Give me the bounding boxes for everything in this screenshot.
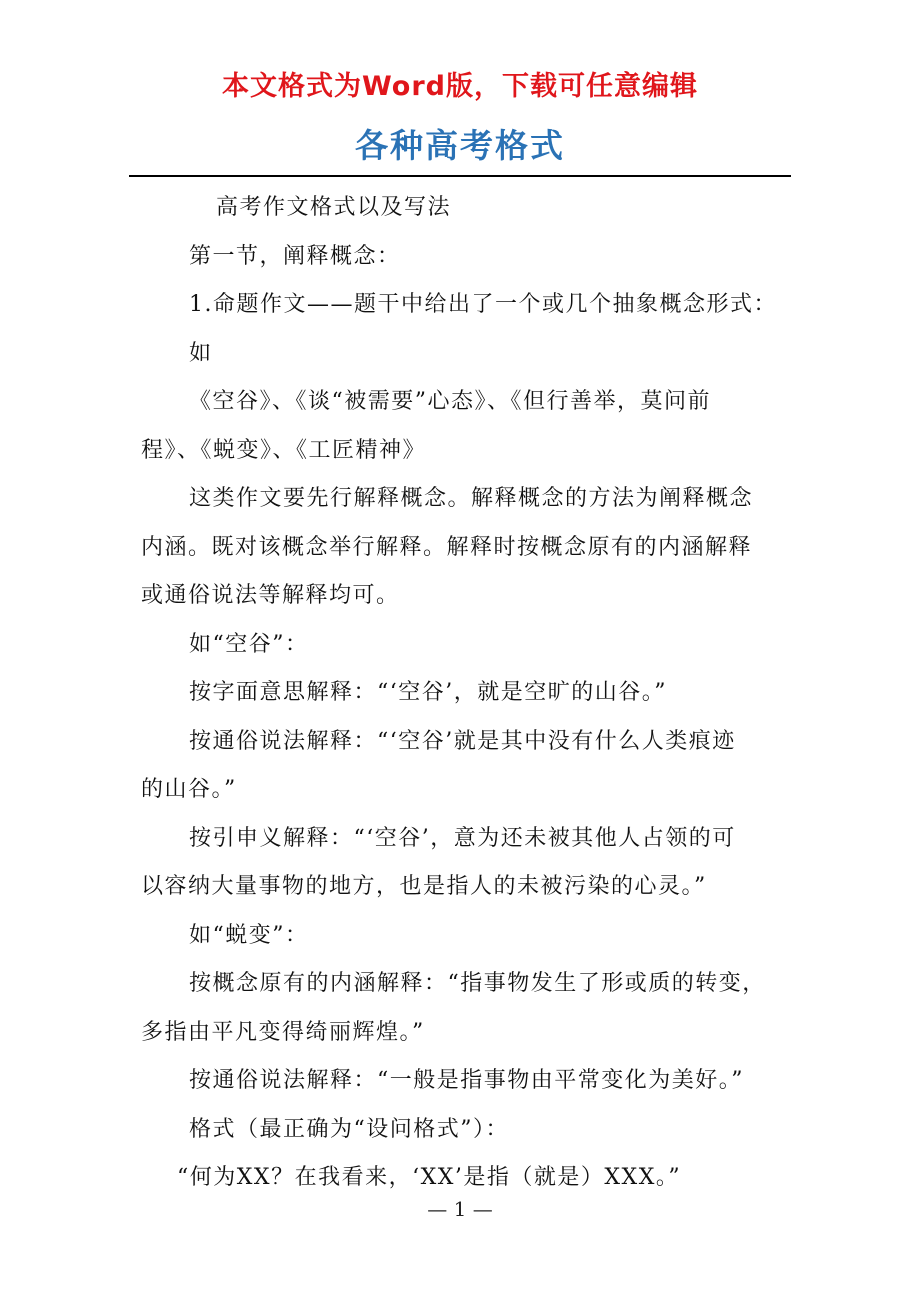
editable-notice-banner: 本文格式为Word版，下载可任意编辑 [221,71,698,102]
paragraph-line: 《空谷》、《谈“被需要”心态》、《但行善举，莫问前 [189,389,711,414]
paragraph-line: 的山谷。” [141,777,237,802]
paragraph-line: 或通俗说法等解释均可。 [141,583,400,608]
paragraph-line: 按通俗说法解释：“‘空谷’就是其中没有什么人类痕迹 [189,728,736,754]
paragraph-line: 按引申义解释：“‘空谷’，意为还未被其他人占领的可 [189,825,736,851]
paragraph-line: 如 [189,340,213,366]
document-title: 各种高考格式 [355,126,565,165]
paragraph-line: 内涵。既对该概念举行解释。解释时按概念原有的内涵解释 [141,534,753,560]
paragraph-line: 如“蜕变”： [189,922,309,948]
paragraph-line: 以容纳大量事物的地方，也是指人的未被污染的心灵。” [141,874,707,899]
paragraph-line: 这类作文要先行解释概念。解释概念的方法为阐释概念 [189,486,754,511]
paragraph-line: 程》、《蜕变》、《工匠精神》 [141,437,427,463]
paragraph-line: 多指由平凡变得绮丽辉煌。” [141,1019,425,1045]
document-body [141,184,791,1203]
section-heading: 第一节，阐释概念： [189,243,401,269]
paragraph-line: 如“空谷”： [189,631,309,657]
paragraph-line: 按通俗说法解释：“一般是指事物由平常变化为美好。” [189,1068,744,1093]
essay-heading: 高考作文格式以及写法 [216,195,452,220]
paragraph-line: 按字面意思解释：“‘空谷’，就是空旷的山谷。” [189,680,667,705]
paragraph-line: “何为XX？在我看来，‘XX’是指（就是）XXX。” [177,1165,682,1190]
page-number: — 1 — [427,1197,493,1221]
paragraph-line: 格式（最正确为“设问格式”）： [189,1116,509,1142]
paragraph-line: 按概念原有的内涵解释：“指事物发生了形或质的转变， [189,971,766,996]
paragraph-line: 1.命题作文——题干中给出了一个或几个抽象概念形式： [189,292,777,317]
title-divider [129,175,791,177]
